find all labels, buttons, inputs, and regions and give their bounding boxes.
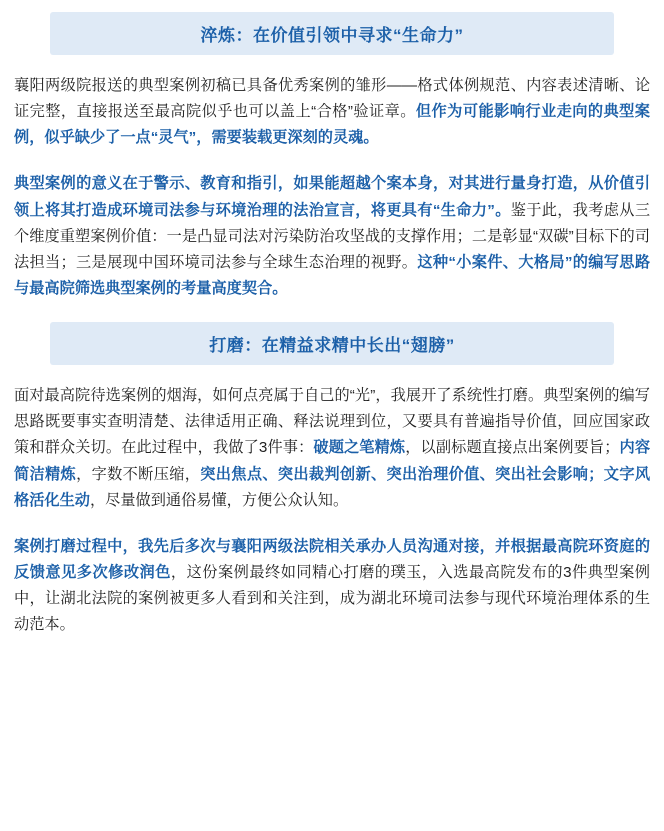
- text-run: ，尽量做到通俗易懂，方便公众认知。: [89, 491, 349, 509]
- section-heading-1: 淬炼：在价值引领中寻求“生命力”: [50, 12, 614, 55]
- paragraph: [14, 73, 650, 151]
- text-run: 鉴于此，我考虑从三个维度重塑案例价值：一是凸显司法对污染防治攻坚战的支撑作用；二是彰显“双碳”目标下的司法担当；三是展现中国环境司法参与全球生态治理的视野。: [14, 201, 651, 271]
- text-run: ，以副标题直接点出案例要旨；: [405, 439, 620, 457]
- paragraph: [14, 383, 650, 514]
- text-run-emphasis: 突出焦点、突出裁判创新、突出治理价值、突出社会影响；文字风格活化生动: [14, 465, 651, 509]
- text-run-emphasis: 破题之笔精炼: [313, 439, 406, 457]
- text-run: ，这份案例最终如同精心打磨的璞玉，入选最高院发布的3件典型案例中，让湖北法院的案例被更多人看到和关注到，成为湖北环境司法参与现代环境治理体系的生动范本。: [14, 563, 650, 634]
- text-run-emphasis: 典型案例的意义在于警示、教育和指引，如果能超越个案本身，对其进行量身打造，从价值引领上将其打造成环境司法参与环境治理的法治宣言，将更具有“生命力”。: [14, 175, 650, 219]
- text-run: 襄阳两级院报送的典型案例初稿已具备优秀案例的雏形——格式体例规范、内容表述清晰、论证完整，直接报送至最高院似乎也可以盖上“合格”验证章。: [14, 77, 650, 121]
- text-run: ，字数不断压缩，: [76, 465, 201, 483]
- paragraph: [14, 171, 650, 302]
- text-run-emphasis: 但作为可能影响行业走向的典型案例，似乎缺少了一点“灵气”，需要装载更深刻的灵魂。: [14, 103, 650, 147]
- text-run-emphasis: 内容简洁精炼: [14, 439, 651, 483]
- text-run-emphasis: 这种“小案件、大格局”的编写思路与最高院筛选典型案例的考量高度契合。: [14, 253, 651, 297]
- section-heading-2: 打磨：在精益求精中长出“翅膀”: [50, 322, 614, 365]
- text-run-emphasis: 案例打磨过程中，我先后多次与襄阳两级法院相关承办人员沟通对接，并根据最高院环资庭的反馈意见多次修改润色: [14, 537, 650, 581]
- text-run: 面对最高院待选案例的烟海，如何点亮属于自己的“光”，我展开了系统性打磨。典型案例的编写思路既要事实查明清楚、法律适用正确、释法说理到位，又要具有普遍指导价值，回应国家政策和群众关切。在此过程中，我做了3件事：: [14, 387, 650, 457]
- paragraph: [14, 534, 650, 639]
